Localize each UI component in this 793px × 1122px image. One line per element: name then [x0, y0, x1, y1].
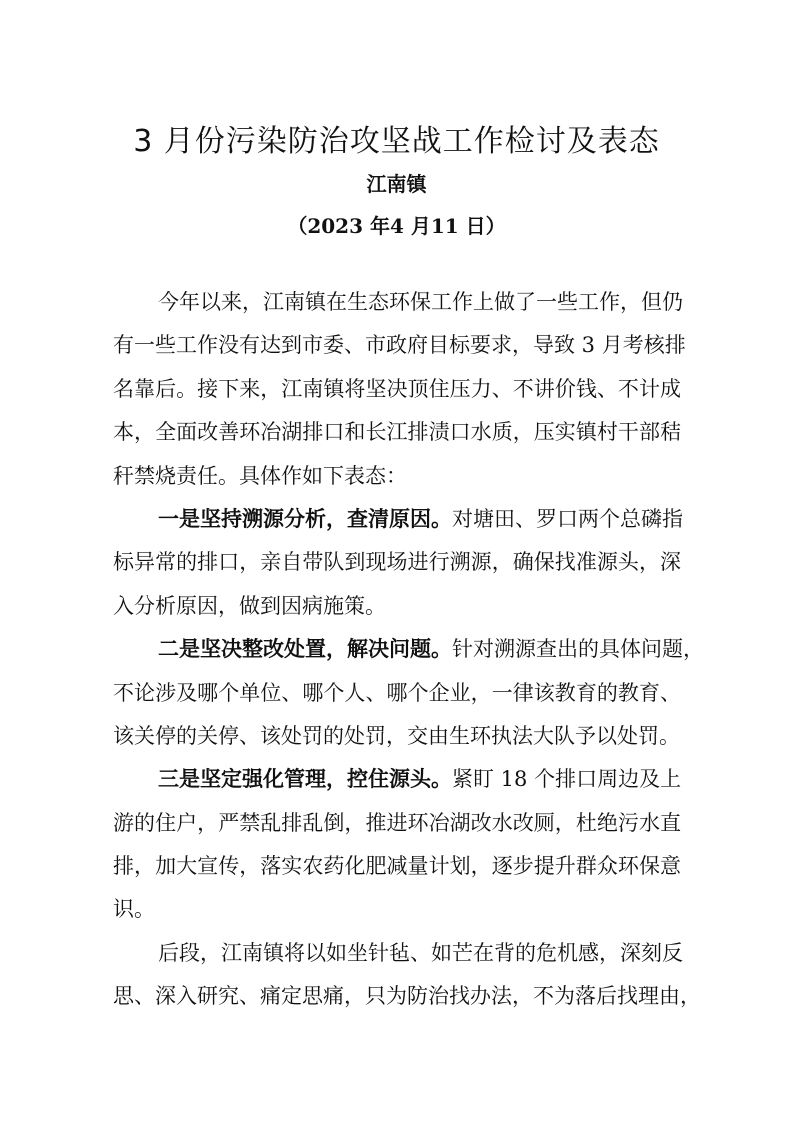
- line-text: 入分析原因，做到因病施策。: [113, 593, 386, 618]
- paragraph: [113, 504, 681, 634]
- bold-lead: 二是坚决整改处置，解决问题。: [158, 636, 452, 662]
- paragraph-line: [113, 591, 681, 634]
- paragraph-line: [113, 330, 686, 373]
- line-text: 不论涉及哪个单位、哪个人、哪个企业，一律该教育的教育、: [113, 680, 681, 705]
- paragraph-line: [113, 634, 704, 677]
- line-text: 本，全面改善环冶湖排口和长江排渍口水质，压实镇村干部秸: [113, 420, 681, 445]
- paragraph-line: [113, 287, 681, 330]
- document-body: [113, 287, 704, 1025]
- line-text: 排，加大宣传，落实农药化肥减量计划，逐步提升群众环保意: [113, 854, 681, 879]
- paragraph-line: [113, 851, 681, 894]
- line-text: 识。: [113, 897, 155, 922]
- line-text: 针对溯源查出的具体问题，: [452, 637, 704, 662]
- paragraph-line: [113, 981, 701, 1024]
- paragraph: [113, 938, 701, 1025]
- paragraph-line: [113, 764, 681, 807]
- paragraph: [113, 287, 686, 504]
- paragraph-line: [113, 374, 681, 417]
- paragraph-line: [113, 894, 681, 937]
- document-title: 3 月份污染防治攻坚战工作检讨及表态: [133, 124, 660, 159]
- paragraph-line: [113, 808, 681, 851]
- paragraph: [113, 634, 704, 764]
- paragraph-line: [113, 417, 681, 460]
- line-text: 游的住户，严禁乱排乱倒，推进环冶湖改水改厕，杜绝污水直: [113, 810, 681, 835]
- line-text: 今年以来，江南镇在生态环保工作上做了一些工作，但仍: [158, 290, 683, 314]
- paragraph-line: [113, 938, 681, 981]
- line-text: 名靠后。接下来，江南镇将坚决顶住压力、不讲价钱、不计成: [113, 376, 681, 401]
- line-text: 秆禁烧责任。具体作如下表态：: [113, 463, 407, 488]
- paragraph-line: [113, 547, 681, 590]
- paragraph-line: [113, 504, 681, 547]
- organization-name: 江南镇: [366, 172, 427, 196]
- line-text: 后段，江南镇将以如坐针毡、如芒在背的危机感，深刻反: [158, 940, 683, 965]
- paragraph-line: [113, 461, 681, 504]
- document-date: （2023 年4 月11 日）: [287, 214, 506, 238]
- line-text: 标异常的排口，亲自带队到现场进行溯源，确保找准源头，深: [113, 550, 681, 575]
- line-text: 有一些工作没有达到市委、市政府目标要求，导致 3 月考核排: [113, 333, 686, 358]
- paragraph-line: [113, 678, 681, 721]
- paragraph: [113, 764, 681, 938]
- bold-lead: 三是坚定强化管理，控住源头。: [158, 766, 452, 792]
- line-text: 思、深入研究、痛定思痛，只为防治找办法，不为落后找理由，: [113, 984, 701, 1009]
- line-text: 该关停的关停、该处罚的处罚，交由生环执法大队予以处罚。: [113, 723, 680, 748]
- line-text: 紧盯 18 个排口周边及上: [452, 767, 682, 792]
- line-text: 对塘田、罗口两个总磷指: [452, 506, 683, 531]
- bold-lead: 一是坚持溯源分析，查清原因。: [158, 505, 452, 531]
- paragraph-line: [113, 721, 681, 764]
